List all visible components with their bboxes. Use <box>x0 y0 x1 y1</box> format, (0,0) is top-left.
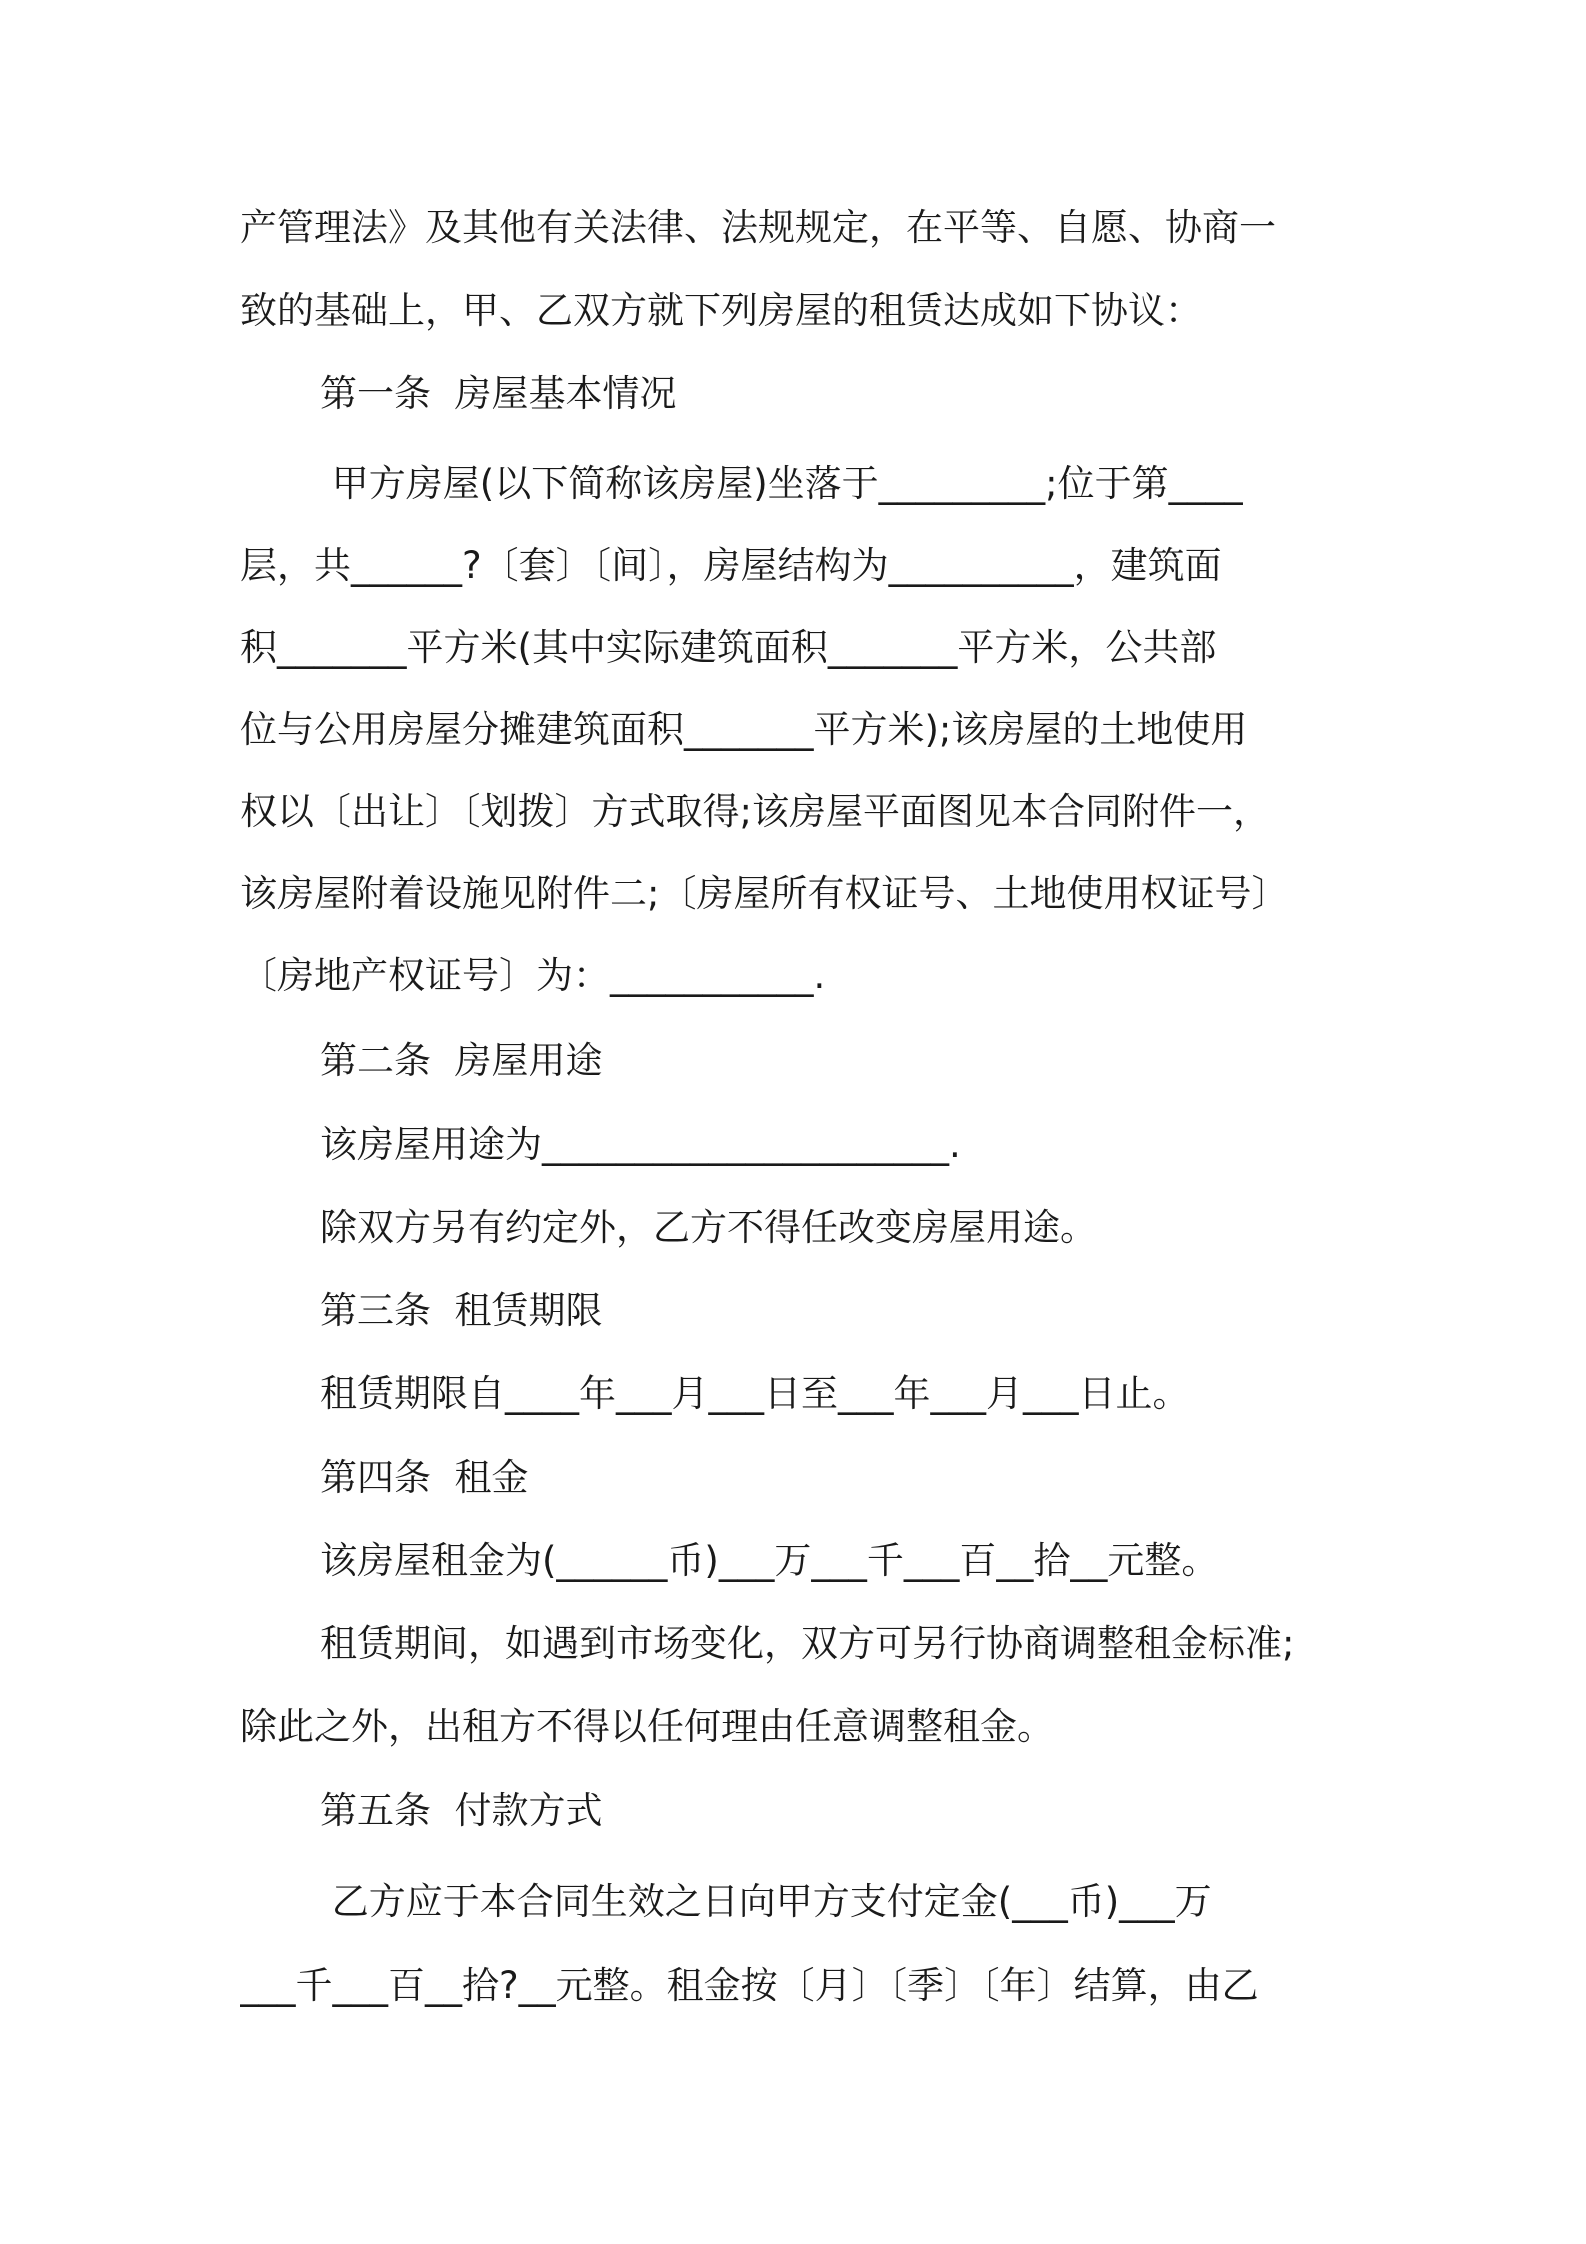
paragraph-line: 积_______平方米(其中实际建筑面积_______平方米，公共部 <box>240 626 1217 669</box>
paragraph-line: 该房屋附着设施见附件二;〔房屋所有权证号、土地使用权证号〕 <box>240 872 1289 915</box>
paragraph-line: 除此之外，出租方不得以任何理由任意调整租金。 <box>240 1705 1054 1748</box>
paragraph-line: 甲方房屋(以下简称该房屋)坐落于_________;位于第____ <box>320 462 1243 505</box>
paragraph-line: 权以〔出让〕〔划拨〕方式取得;该房屋平面图见本合同附件一， <box>240 790 1270 833</box>
paragraph-line: ___千___百__拾?__元整。租金按〔月〕〔季〕〔年〕结算，由乙 <box>240 1964 1259 2007</box>
paragraph-line: 产管理法》及其他有关法律、法规规定，在平等、自愿、协商一 <box>240 206 1276 249</box>
article-heading: 第四条 租金 <box>320 1456 529 1499</box>
article-heading: 第一条 房屋基本情况 <box>320 372 677 415</box>
paragraph-line: 乙方应于本合同生效之日向甲方支付定金(___币)___万 <box>320 1880 1212 1923</box>
paragraph-line: 该房屋用途为______________________. <box>320 1123 961 1166</box>
article-heading: 第三条 租赁期限 <box>320 1289 603 1332</box>
article-heading: 第二条 房屋用途 <box>320 1039 603 1082</box>
paragraph-line: 致的基础上，甲、乙双方就下列房屋的租赁达成如下协议： <box>240 289 1202 332</box>
paragraph-line: 位与公用房屋分摊建筑面积_______平方米);该房屋的土地使用 <box>240 708 1248 751</box>
paragraph-line: 租赁期间，如遇到市场变化，双方可另行协商调整租金标准; <box>320 1622 1295 1665</box>
paragraph-line: 除双方另有约定外，乙方不得任改变房屋用途。 <box>320 1206 1097 1249</box>
paragraph-line: 租赁期限自____年___月___日至___年___月___日止。 <box>320 1372 1190 1415</box>
paragraph-line: 〔房地产权证号〕为：___________. <box>240 954 826 997</box>
paragraph-line: 层，共______?〔套〕〔间〕，房屋结构为__________，建筑面 <box>240 544 1222 587</box>
paragraph-line: 该房屋租金为(______币)___万___千___百__拾__元整。 <box>320 1539 1219 1582</box>
article-heading: 第五条 付款方式 <box>320 1789 603 1832</box>
